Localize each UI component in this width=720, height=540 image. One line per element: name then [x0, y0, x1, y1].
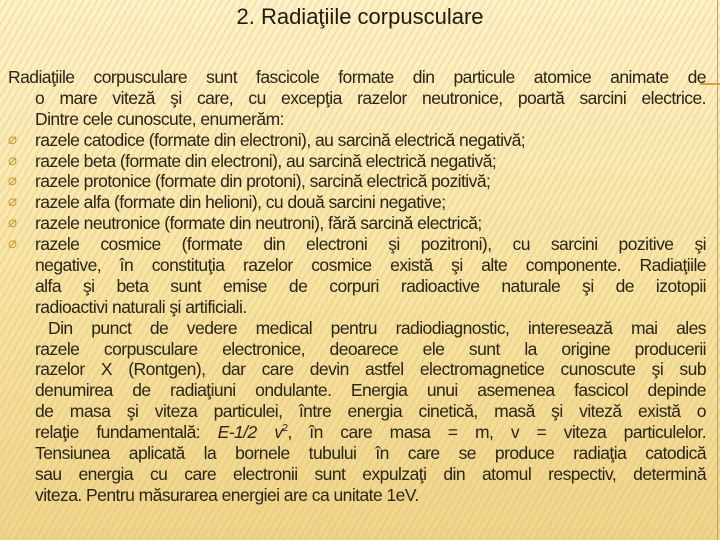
paragraph-line: viteza. Pentru măsurarea energiei are ca unitate 1eV. — [35, 484, 419, 505]
scroll-bullet-icon: ⌀ — [8, 151, 18, 169]
scroll-bullet-icon: ⌀ — [8, 172, 18, 190]
paragraph-line: de masa şi viteza particulei, între energia cinetică, masă şi viteză există o — [35, 401, 706, 422]
intro-line: Dintre cele cunoscute, enumerăm: — [35, 108, 284, 129]
paragraph-line: denumirea de radiaţiuni ondulante. Energia unui asemenea fascicol depinde — [35, 380, 706, 401]
formula: E-1/2 v — [217, 422, 283, 443]
paragraph-line: Din punct de vedere medical pentru radiodiagnostic, interesează mai ales — [48, 317, 706, 338]
list-item: ⌀ razele protonice (formate din protoni), sarcină electrică pozitivă; — [8, 171, 491, 192]
paragraph-line: Tensiunea aplicată la bornele tubului în care se produce radiaţia catodică — [35, 443, 706, 464]
intro-line: o mare viteză şi care, cu excepţia razelor neutronice, poartă sarcini electrice. — [35, 87, 706, 108]
slide-title: 2. Radiaţiile corpusculare — [236, 4, 484, 29]
list-item: ⌀ razele neutronice (formate din neutroni), fără sarcină electrică; — [8, 213, 482, 234]
formula-line: relaţie fundamentală: E-1/2 $v^2$, în care masa = m, v = viteza particulelor. — [35, 422, 707, 443]
slide-body — [8, 67, 706, 506]
list-item: ⌀ razele catodice (formate din electroni), au sarcină electrică negativă; — [8, 129, 526, 150]
scroll-bullet-icon: ⌀ — [8, 214, 18, 232]
list-item: ⌀ razele alfa (formate din helioni), cu două sarcini negative; — [8, 192, 446, 213]
scroll-bullet-icon: ⌀ — [8, 235, 18, 253]
intro-line: Radiaţiile corpusculare sunt fascicole formate din particule atomice animate de — [8, 67, 706, 87]
list-item: ⌀ razele beta (formate din electroni), au sarcină electrică negativă; — [8, 150, 497, 171]
slide-border — [717, 0, 718, 540]
scroll-bullet-icon: ⌀ — [8, 130, 18, 148]
scroll-bullet-icon: ⌀ — [8, 193, 18, 211]
paragraph-line: razelor X (Rontgen), dar care devin astfel electromagnetice cunoscute şi sub — [35, 359, 706, 380]
list-item: ⌀ razele cosmice (formate din electroni şi pozitroni), cu sarcini pozitive şi negative, în constituţia razelor cosmice există şi alte componente. Radiaţiile alfa şi beta sunt emise de corpuri radioactive naturale şi de izotopii radioactivi naturali şi artificiali. — [8, 234, 706, 317]
paragraph-line: razele corpusculare electronice, deoarece ele sunt la origine producerii — [35, 338, 706, 359]
paragraph-line: sau energia cu care electronii sunt expulzaţi din atomul respectiv, determină — [35, 463, 706, 484]
